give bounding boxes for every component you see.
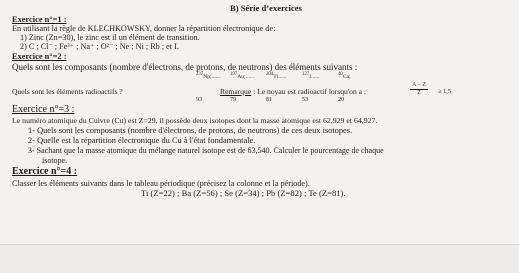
nuclide-tl: $^{204}$Tl...... xyxy=(266,72,287,80)
exercise-3-item-1: 1- Quels sont les composants (nombre d'électrons, de protons, de neutrons) de ces deux isotopes. xyxy=(28,126,353,135)
nuclide-i: $^{127}$I...... xyxy=(302,72,320,80)
exercise-3-item-2: 2- Quelle est la répartition électronique du Cu à l'état fondamentale. xyxy=(28,136,256,145)
exercise-3-intro: Le numéro atomique du Cuivre (Cu) est Z=29, il possède deux isotopes dont la masse atomique est 62,929 et 64,927. xyxy=(12,116,378,125)
exercise-3-item-3-continuation: isotope. xyxy=(42,156,68,165)
exercise-2-intro: Quels sont les composants (nombre d'électrons, de protons, de neutrons) des éléments suivants : xyxy=(12,62,358,72)
page-title: B) Série d’exercices xyxy=(230,3,302,13)
exercise-1-intro: En utilisant la règle de KLECHKOWSKY, donner la répartition électronique de: xyxy=(12,24,276,33)
atomic-number-tl: 81 xyxy=(266,96,273,103)
page-bottom-strip xyxy=(0,244,519,273)
exercise-2-heading: Exercice n°=2 : xyxy=(12,52,67,61)
atomic-number-ca: 20 xyxy=(338,96,345,103)
exercise-3-item-3: 3- Sachant que la masse atomique du mélange naturel isotope est de 63,540. Calculer le pourcentage de chaque xyxy=(28,146,384,155)
exercise-1-item-1: 1) Zinc (Zn=30), le zinc est il un élément de transition. xyxy=(20,33,200,42)
page-divider xyxy=(0,244,519,245)
atomic-number-au: 79 xyxy=(230,96,237,103)
atomic-number-np: 93 xyxy=(196,96,203,103)
exercise-4-list: Ti (Z=22) ; Ba (Z=56) ; Se (Z=34) ; Pb (Z=82) ; Te (Z=81). xyxy=(141,188,346,198)
exercise-1-item-2: 2) C ; Cl⁻ ; Fe³⁺ ; Na⁺ ; O²⁻ ; Ne ; Ni ; Rb ; et I. xyxy=(20,42,179,51)
exercise-4-intro: Classer les éléments suivants dans le tableau périodique (précisez la colonne et la période). xyxy=(12,179,310,188)
nuclide-au: $^{197}$Au;...... xyxy=(230,72,254,80)
exercise-3-heading: Exercice n°=3 : xyxy=(12,104,75,115)
nuclide-np: $^{237}$Np;...... xyxy=(196,72,220,80)
radioactivity-condition: ≥ 1,5 xyxy=(438,88,452,95)
remark: Remarque : Le noyau est radioactif lorsqu'on a : xyxy=(220,87,367,96)
exercise-1-heading: Exercice n°=1 : xyxy=(12,15,67,24)
atomic-number-i: 53 xyxy=(302,96,309,103)
radioactivity-fraction: $\frac{A - Z}{Z}$ xyxy=(412,82,427,96)
exercise-4-heading: Exercice n°=4 : xyxy=(12,166,78,177)
nuclide-ca: $^{40}$Ca; xyxy=(338,72,351,80)
exercise-2-question: Quels sont les éléments radioactifs ? xyxy=(12,87,123,96)
